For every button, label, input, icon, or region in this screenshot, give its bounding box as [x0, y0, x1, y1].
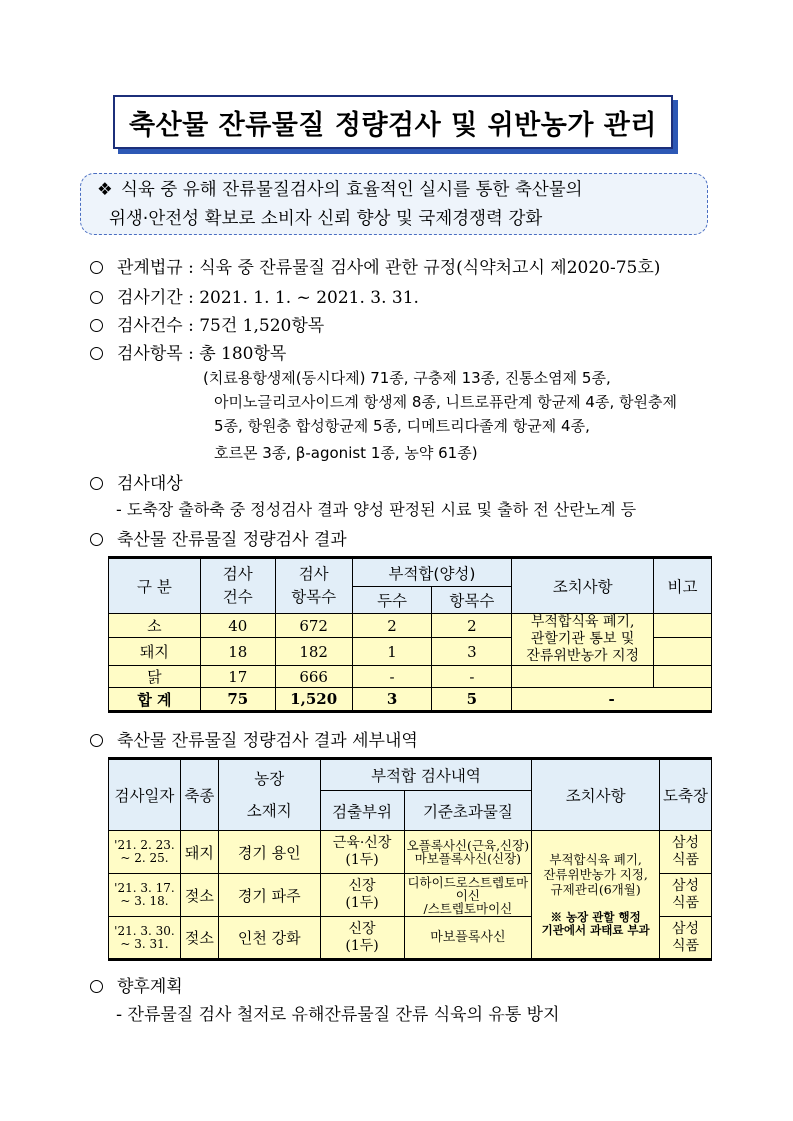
table-total-row [109, 688, 712, 712]
cell-slaughter: 삼성 식품 [660, 874, 712, 917]
circle-bullet-icon [90, 477, 103, 490]
result-head-text: 축산물 잔류물질 정량검사 결과 [117, 530, 347, 550]
header-items: 검사 항목수 [275, 558, 352, 614]
plan-detail: - 잔류물질 검사 철저로 유해잔류물질 잔류 식육의 유통 방지 [116, 1005, 560, 1025]
cell-items: 182 [275, 638, 352, 666]
action-text: 부적합식육 폐기, 잔류위반농가 지정, 규제관리(6개월) [543, 852, 648, 897]
law-item [90, 253, 660, 278]
cell-action-empty [512, 666, 654, 688]
cell-date: '21. 2. 23. ~ 2. 25. [109, 831, 181, 874]
summary-line-1 [97, 176, 707, 205]
header-fail-detail: 부적합 검사내역 [320, 759, 532, 791]
cell-farm: 인천 강화 [218, 917, 320, 960]
header-action: 조치사항 [512, 558, 654, 614]
cell-total-fail-items: 5 [432, 688, 512, 712]
cell-part: 근육·신장 (1두) [320, 831, 404, 874]
cell-note [654, 666, 712, 688]
cell-note [654, 614, 712, 638]
cell-substance: 디하이드로스트렙토마이신 /스트렙토마이신 [404, 874, 532, 917]
cell-slaughter: 삼성 식품 [660, 831, 712, 874]
summary-text-1: 식육 중 유해 잔류물질검사의 효율적인 실시를 통한 축산물의 [121, 180, 583, 200]
period-text: 검사기간 : 2021. 1. 1. ~ 2021. 3. 31. [117, 288, 419, 308]
header-farm: 농장 소재지 [218, 759, 320, 831]
cell-cases: 40 [200, 614, 275, 638]
cell-fail-items: 2 [432, 614, 512, 638]
title-block [113, 95, 675, 153]
cell-action: 부적합식육 폐기, 관할기관 통보 및 잔류위반농가 지정 [512, 614, 654, 666]
header-part: 검출부위 [320, 791, 404, 831]
circle-bullet-icon [90, 291, 103, 304]
result-item [90, 525, 347, 550]
count-item [90, 311, 324, 336]
circle-bullet-icon [90, 319, 103, 332]
cell-kind: 소 [109, 614, 201, 638]
cell-kind: 돼지 [109, 638, 201, 666]
plan-head-text: 향후계획 [117, 977, 183, 997]
period-item [90, 283, 419, 308]
cell-farm: 경기 용인 [218, 831, 320, 874]
count-text: 검사건수 : 75건 1,520항목 [117, 316, 325, 336]
diamond-bullet-icon: ❖ [97, 180, 113, 200]
cell-part: 신장 (1두) [320, 917, 404, 960]
cell-total-cases: 75 [200, 688, 275, 712]
header-cases: 검사 건수 [200, 558, 275, 614]
cell-kind: 닭 [109, 666, 201, 688]
table-row [109, 831, 712, 874]
cell-substance: 오플록사신(근육,신장) 마보플록사신(신장) [404, 831, 532, 874]
cell-part: 신장 (1두) [320, 874, 404, 917]
cell-slaughter: 삼성 식품 [660, 917, 712, 960]
items-detail-2: 아미노글리코사이드계 항생제 8종, 니트로퓨란계 항균제 4종, 항원충제 [214, 393, 677, 411]
cell-cases: 18 [200, 638, 275, 666]
table-row [109, 666, 712, 688]
cell-total-items: 1,520 [275, 688, 352, 712]
items-head-text: 검사항목 : 총 180항목 [117, 344, 287, 364]
cell-total-kind: 합 계 [109, 688, 201, 712]
items-detail-1: (치료용항생제(동시다제) 71종, 구충제 13종, 진통소염제 5종, [203, 369, 611, 387]
cell-cases: 17 [200, 666, 275, 688]
header-slaughter: 도축장 [660, 759, 712, 831]
circle-bullet-icon [90, 261, 103, 274]
cell-action [532, 831, 660, 960]
cell-total-action: - [512, 688, 712, 712]
header-date: 검사일자 [109, 759, 181, 831]
target-head-text: 검사대상 [117, 474, 183, 494]
cell-heads: 2 [352, 614, 432, 638]
summary-box [80, 173, 708, 235]
plan-item [90, 972, 183, 997]
cell-substance: 마보플록사신 [404, 917, 532, 960]
circle-bullet-icon [90, 533, 103, 546]
cell-species: 돼지 [180, 831, 218, 874]
cell-fail-items: 3 [432, 638, 512, 666]
cell-total-heads: 3 [352, 688, 432, 712]
detail-head-text: 축산물 잔류물질 정량검사 결과 세부내역 [117, 731, 418, 751]
circle-bullet-icon [90, 980, 103, 993]
cell-date: '21. 3. 30. ~ 3. 31. [109, 917, 181, 960]
items-item [90, 339, 286, 364]
cell-items: 666 [275, 666, 352, 688]
law-text: 관계법규 : 식육 중 잔류물질 검사에 관한 규정(식약처고시 제2020-75호) [117, 258, 661, 278]
circle-bullet-icon [90, 347, 103, 360]
header-heads: 두수 [352, 587, 432, 614]
header-fail: 부적합(양성) [352, 558, 512, 587]
header-gubun: 구 분 [109, 558, 201, 614]
cell-note [654, 638, 712, 666]
header-note: 비고 [654, 558, 712, 614]
detail-item [90, 726, 418, 751]
detail-table [108, 757, 712, 961]
cell-items: 672 [275, 614, 352, 638]
cell-fail-items: - [432, 666, 512, 688]
cell-heads: 1 [352, 638, 432, 666]
result-table [108, 556, 712, 713]
circle-bullet-icon [90, 734, 103, 747]
items-detail-4: 호르몬 3종, β-agonist 1종, 농약 61종) [214, 444, 478, 462]
action-note: ※ 농장 관할 행정 기관에서 과태료 부과 [541, 910, 650, 937]
header-action: 조치사항 [532, 759, 660, 831]
cell-heads: - [352, 666, 432, 688]
items-detail-3: 5종, 항원충 합성항균제 5종, 디메트리다졸계 항균제 4종, [214, 417, 590, 435]
header-species: 축종 [180, 759, 218, 831]
page-title: 축산물 잔류물질 정량검사 및 위반농가 관리 [113, 95, 673, 149]
target-item [90, 469, 183, 494]
summary-line-2: 위생·안전성 확보로 소비자 신뢰 향상 및 국제경쟁력 강화 [109, 209, 543, 229]
cell-species: 젖소 [180, 917, 218, 960]
header-substance: 기준초과물질 [404, 791, 532, 831]
header-fail-items: 항목수 [432, 587, 512, 614]
cell-farm: 경기 파주 [218, 874, 320, 917]
cell-species: 젖소 [180, 874, 218, 917]
table-row [109, 614, 712, 638]
cell-date: '21. 3. 17. ~ 3. 18. [109, 874, 181, 917]
target-detail: - 도축장 출하축 중 정성검사 결과 양성 판정된 시료 및 출하 전 산란노계 등 [116, 500, 637, 519]
